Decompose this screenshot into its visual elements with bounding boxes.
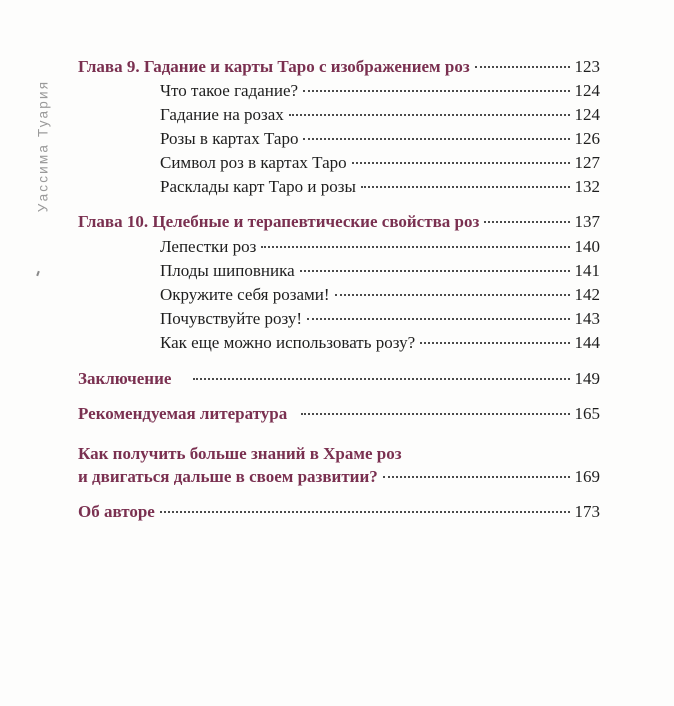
- toc-subentry[interactable]: [160, 105, 600, 125]
- toc-entry-title: Почувствуйте розу!: [160, 309, 303, 328]
- toc-subentry[interactable]: [160, 237, 600, 257]
- toc-entry-about[interactable]: [78, 502, 600, 522]
- toc-entry-title: Плоды шиповника: [160, 261, 295, 280]
- toc-entry-page: 141: [574, 261, 600, 280]
- toc-entry-title: Глава 10. Целебные и терапевтические свойства роз: [78, 212, 480, 231]
- toc-entry-title: Как еще можно использовать розу?: [160, 333, 416, 352]
- toc-entry-page: 140: [574, 237, 600, 256]
- toc-entry-title: Заключение: [78, 369, 172, 388]
- toc-entry-page: 124: [574, 105, 600, 124]
- dot-leader: [335, 294, 570, 296]
- toc-subentry[interactable]: [160, 309, 600, 329]
- toc-entry-page: 165: [574, 404, 600, 423]
- toc-entry-title: Расклады карт Таро и розы: [160, 177, 356, 196]
- toc-entry-page: 123: [574, 57, 600, 76]
- toc-entry-page: 144: [574, 333, 600, 352]
- toc-entry-title: Что такое гадание?: [160, 81, 299, 100]
- dot-leader: [193, 378, 569, 380]
- dot-leader: [160, 511, 570, 513]
- toc-entry-page: 169: [574, 467, 600, 486]
- toc-entry-title: Об авторе: [78, 502, 155, 521]
- dot-leader: [475, 66, 570, 68]
- toc-entry-chapter9[interactable]: [78, 57, 600, 77]
- dot-leader: [301, 413, 569, 415]
- toc-entry-conclusion[interactable]: [78, 369, 600, 389]
- toc-entry-page: 142: [574, 285, 600, 304]
- side-author-text: Уассима Туария: [35, 79, 51, 213]
- toc-entry-title: и двигаться дальше в своем развитии?: [78, 467, 378, 486]
- toc-subentry[interactable]: [160, 333, 600, 353]
- dot-leader: [300, 270, 570, 272]
- toc-subentry[interactable]: [160, 153, 600, 173]
- toc-entry-title: Гадание на розах: [160, 105, 284, 124]
- toc-entry-title: Символ роз в картах Таро: [160, 153, 347, 172]
- dot-leader: [352, 162, 570, 164]
- toc-entry-page: 143: [574, 309, 600, 328]
- dot-leader: [303, 90, 569, 92]
- toc-entry-knowledge-line1[interactable]: Как получить больше знаний в Храме роз: [78, 444, 402, 463]
- dot-leader: [289, 114, 570, 116]
- toc-entry-knowledge[interactable]: [78, 467, 600, 487]
- toc-entry-title: Рекомендуемая литература: [78, 404, 288, 423]
- toc-entry-page: 124: [574, 81, 600, 100]
- toc-subentry[interactable]: [160, 261, 600, 281]
- side-author-header: [34, 50, 52, 242]
- toc-entry-chapter10[interactable]: [78, 212, 600, 232]
- toc-entry-title: Розы в картах Таро: [160, 129, 299, 148]
- toc-entry-page: 173: [574, 502, 600, 521]
- dot-leader: [484, 221, 569, 223]
- dot-leader: [307, 318, 569, 320]
- dot-leader: [383, 476, 570, 478]
- toc-entry-literature[interactable]: [78, 404, 600, 424]
- toc-entry-title: Глава 9. Гадание и карты Таро с изображением роз: [78, 57, 470, 76]
- stray-mark: [36, 271, 40, 276]
- toc-entry-page: 127: [574, 153, 600, 172]
- dot-leader: [420, 342, 569, 344]
- toc-subentry[interactable]: [160, 81, 600, 101]
- dot-leader: [261, 246, 569, 248]
- toc-entry-title: Лепестки роз: [160, 237, 257, 256]
- dot-leader: [303, 138, 569, 140]
- toc-entry-page: 149: [574, 369, 600, 388]
- toc-subentry[interactable]: [160, 177, 600, 197]
- toc-subentry[interactable]: [160, 285, 600, 305]
- dot-leader: [361, 186, 570, 188]
- toc-subentry[interactable]: [160, 129, 600, 149]
- toc-entry-page: 126: [574, 129, 600, 148]
- toc-entry-title: Окружите себя розами!: [160, 285, 330, 304]
- toc-entry-page: 132: [574, 177, 600, 196]
- toc-entry-page: 137: [574, 212, 600, 231]
